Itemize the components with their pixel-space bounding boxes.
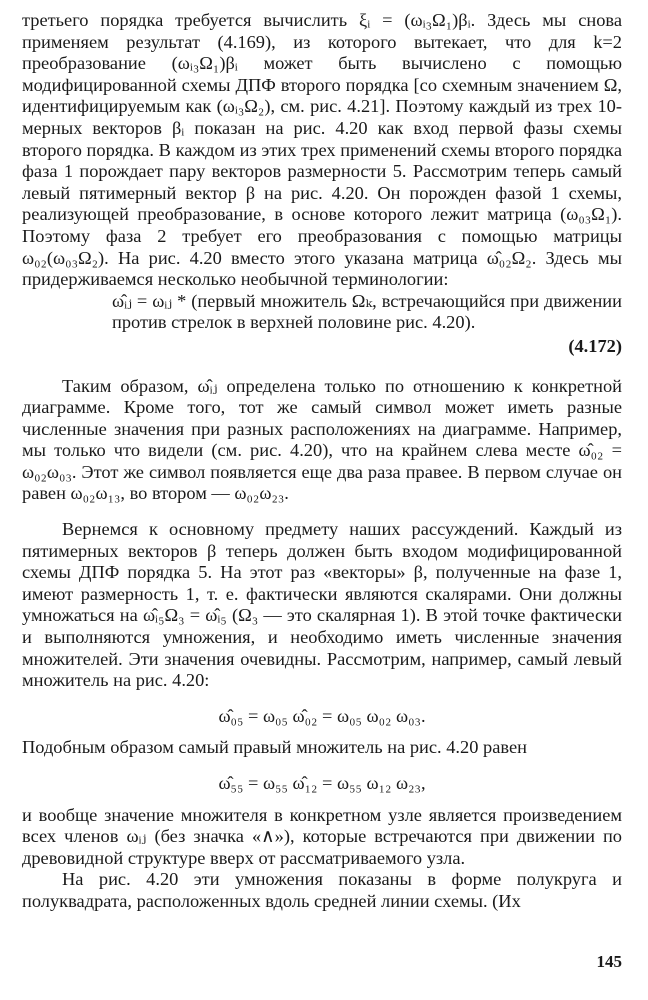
equation-omega-55: ω̂₅₅ = ω₅₅ ω̂₁₂ = ω₅₅ ω₁₂ ω₂₃, [218,773,426,793]
paragraph-1: третьего порядка требуется вычислить ξᵢ = (ωᵢ₃Ω₁)βᵢ. Здесь мы снова применяем результат (4.169), из которого вытекает, что для k=2 преобразование (ωᵢ₃Ω₁)βᵢ может быть вычислено с помощью модифицированной схемы ДПФ второго порядка [со схемным значением Ω, идентифицируемым как (ωᵢ₃Ω₂), см. рис. 4.21]. Поэтому каждый из трех 10-мерных векторов βᵢ показан на рис. 4.20 как вход первой фазы схемы второго порядка. В каждом из этих трех применений схемы второго порядка фаза 1 порождает пару векторов размерности 5. Рассмотрим теперь самый левый пятимерный вектор β на рис. 4.20. Он порожден фазой 1 схемы, реализующей преобразование, в основе которого лежит матрица (ω₀₃Ω₁). Поэтому фаза 2 требует его преобразования с помощью матрицы ω₀₂(ω₀₃Ω₂). На рис. 4.20 вместо этого указана матрица ω̂₀₂Ω₂. Здесь мы придерживаемся несколько необычной терминологии: [22,10,622,290]
equation-number: (4.172) [568,335,622,356]
page-number: 145 [596,952,622,971]
paragraph-2: Таким образом, ω̂ᵢⱼ определена только по отношению к конкретной диаграмме. Кроме того, тот же самый символ может иметь разные численные значения при разных расположениях на диаграмме. Например, мы только что видели (см. рис. 4.20), что на крайнем слева месте ω̂₀₂ = ω₀₂ω₀₃. Этот же символ появляется еще два раза правее. В первом случае он равен ω₀₂ω₁₃, во втором — ω₀₂ω₂₃. [22,375,622,504]
paragraph-4: Подобным образом самый правый множитель на рис. 4.20 равен [22,737,527,758]
paragraph-5: и вообще значение множителя в конкретном узле является произведением всех членов ωᵢⱼ (без значка «∧»), которые встречаются при движении по древовидной структуре вверх от рассматриваемого узла. [22,804,622,868]
paragraph-6: На рис. 4.20 эти умножения показаны в форме полукруга и полуквадрата, расположенных вдоль средней линии схемы. (Их [22,869,622,911]
page-body [22,10,622,913]
paragraph-3: Вернемся к основному предмету наших рассуждений. Каждый из пятимерных векторов β теперь должен быть входом модифицированной схемы ДПФ порядка 5. На этот раз «векторы» β, полученные на фазе 1, имеют размерность 1, т. е. фактически являются скалярами. Они должны умножаться на ω̂ᵢ₅Ω₃ = ω̂ᵢ₅ (Ω₃ — это скалярная 1). В этой точке фактически и выполняются умножения, и необходимо иметь численные значения множителей. Эти значения очевидны. Рассмотрим, например, самый левый множитель на рис. 4.20: [22,519,622,691]
equation-omega-05: ω̂₀₅ = ω₀₅ ω̂₀₂ = ω₀₅ ω₀₂ ω₀₃. [218,705,426,726]
equation-4-172: ω̂ᵢⱼ = ωᵢⱼ * (первый множитель Ωₖ, встречающийся при движении против стрелок в верхней половине рис. 4.20). [112,290,622,333]
